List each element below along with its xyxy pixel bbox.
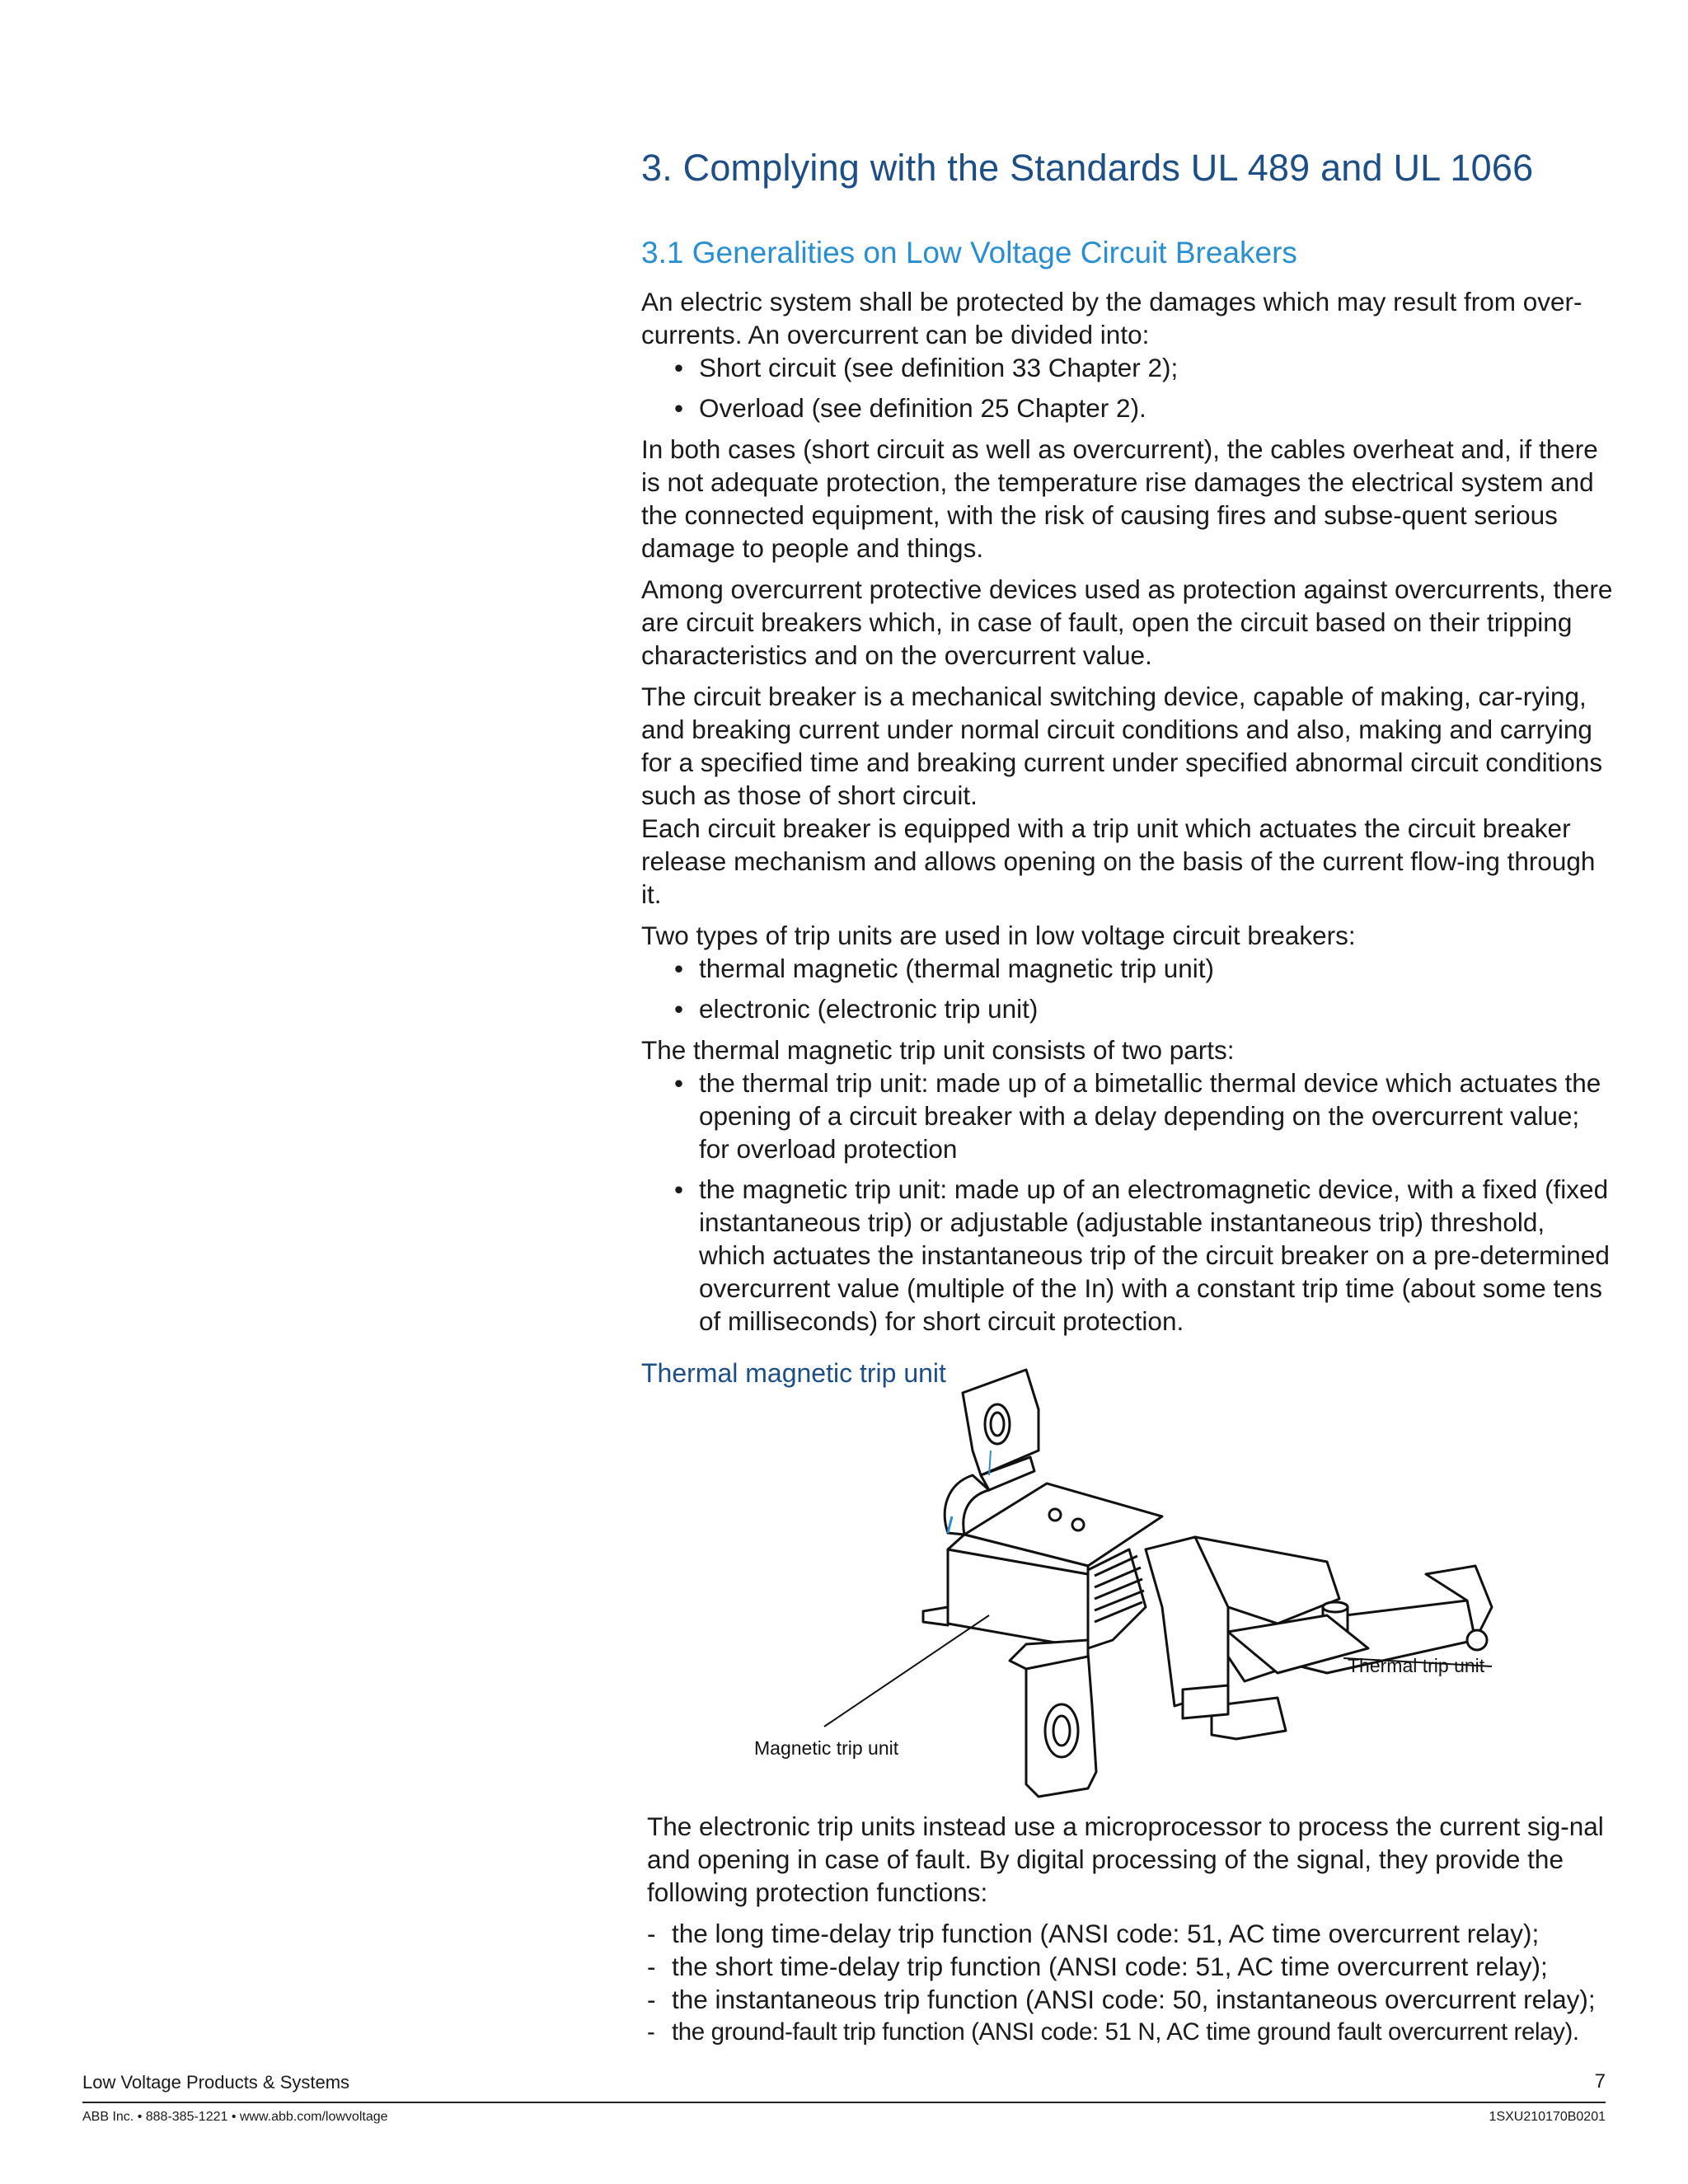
magnetic-trip-unit-label: Magnetic trip unit xyxy=(754,1737,899,1759)
footer-section-name: Low Voltage Products & Systems xyxy=(82,2072,350,2093)
page-title: 3. Complying with the Standards UL 489 and UL 1066 xyxy=(641,147,1534,189)
overcurrent-types-list xyxy=(641,351,1614,424)
trip-unit-figure xyxy=(701,1360,1525,1821)
paragraph-both-cases: In both cases (short circuit as well as overcurrent), the cables overheat and, if there is not adequate protection, the temperature rise damages the electrical system and the connected equipment, with the risk of causing fires and subse-quent serious damage to people and things. xyxy=(641,434,1598,563)
paragraph-among: Among overcurrent protective devices used as protection against overcurrents, there are circuit breakers which, in case of fault, open the circuit based on their tripping characteristics and on the overcurrent value. xyxy=(641,574,1613,670)
paragraph-two-types: Two types of trip units are used in low voltage circuit breakers: xyxy=(641,921,1356,950)
paragraph-tm-parts: The thermal magnetic trip unit consists of two parts: xyxy=(641,1035,1235,1065)
body-text-upper xyxy=(641,285,1614,1346)
thermal-trip-unit-label: Thermal trip unit xyxy=(1348,1655,1485,1676)
list-item: • electronic (electronic trip unit) xyxy=(641,992,1614,1025)
paragraph-each: Each circuit breaker is equipped with a trip unit which actuates the circuit breaker release mechanism and allows opening on the basis of the current flow-ing through it. xyxy=(641,813,1596,909)
list-item: • Overload (see definition 25 Chapter 2). xyxy=(641,391,1614,424)
section-heading: 3.1 Generalities on Low Voltage Circuit Breakers xyxy=(641,236,1297,269)
footer-doc-code: 1SXU210170B0201 xyxy=(1489,2110,1606,2124)
figure-title: Thermal magnetic trip unit xyxy=(641,1358,946,1388)
footer-divider xyxy=(82,2102,1606,2103)
list-item: - the short time-delay trip function (ANSI code: 51, AC time overcurrent relay); xyxy=(647,1950,1620,1983)
list-item: • the magnetic trip unit: made up of an electromagnetic device, with a fixed (fixed instantaneous trip) or adjustable (adjustable instantaneous trip) threshold, which actuates the instantaneous trip of the circuit breaker on a pre-determined overcurrent value (multiple of the In) with a constant trip time (about some tens of milliseconds) for short circuit protection. xyxy=(641,1173,1614,1338)
tm-parts-list xyxy=(641,1066,1614,1338)
list-item: • Short circuit (see definition 33 Chapter 2); xyxy=(641,351,1614,384)
paragraph-electronic: The electronic trip units instead use a microprocessor to process the current sig-nal and opening in case of fault. By digital processing of the signal, they provide the following protection functions: xyxy=(647,1811,1604,1907)
footer-contact: ABB Inc. • 888-385-1221 • www.abb.com/lowvoltage xyxy=(82,2110,388,2124)
page-number: 7 xyxy=(1594,2070,1606,2093)
list-item: - the long time-delay trip function (ANSI code: 51, AC time overcurrent relay); xyxy=(647,1917,1620,1950)
list-item: - the instantaneous trip function (ANSI code: 50, instantaneous overcurrent relay); xyxy=(647,1983,1620,2016)
body-text-lower xyxy=(647,1810,1620,2049)
trip-unit-types-list xyxy=(641,952,1614,1025)
paragraph-breaker: The circuit breaker is a mechanical switching device, capable of making, car-rying, and breaking current under normal circuit conditions and also, making and carrying for a specified time and breaking current under specified abnormal circuit conditions such as those of short circuit. xyxy=(641,682,1603,810)
intro-paragraph: An electric system shall be protected by the damages which may result from over-currents. An overcurrent can be divided into: xyxy=(641,287,1582,349)
list-item: • the thermal trip unit: made up of a bimetallic thermal device which actuates the opening of a circuit breaker with a delay depending on the overcurrent value; for overload protection xyxy=(641,1066,1614,1165)
protection-functions-list xyxy=(647,1917,1620,2049)
list-item: - the ground-fault trip function (ANSI code: 51 N, AC time ground fault overcurrent relay). xyxy=(647,2016,1620,2049)
list-item: • thermal magnetic (thermal magnetic trip unit) xyxy=(641,952,1614,985)
